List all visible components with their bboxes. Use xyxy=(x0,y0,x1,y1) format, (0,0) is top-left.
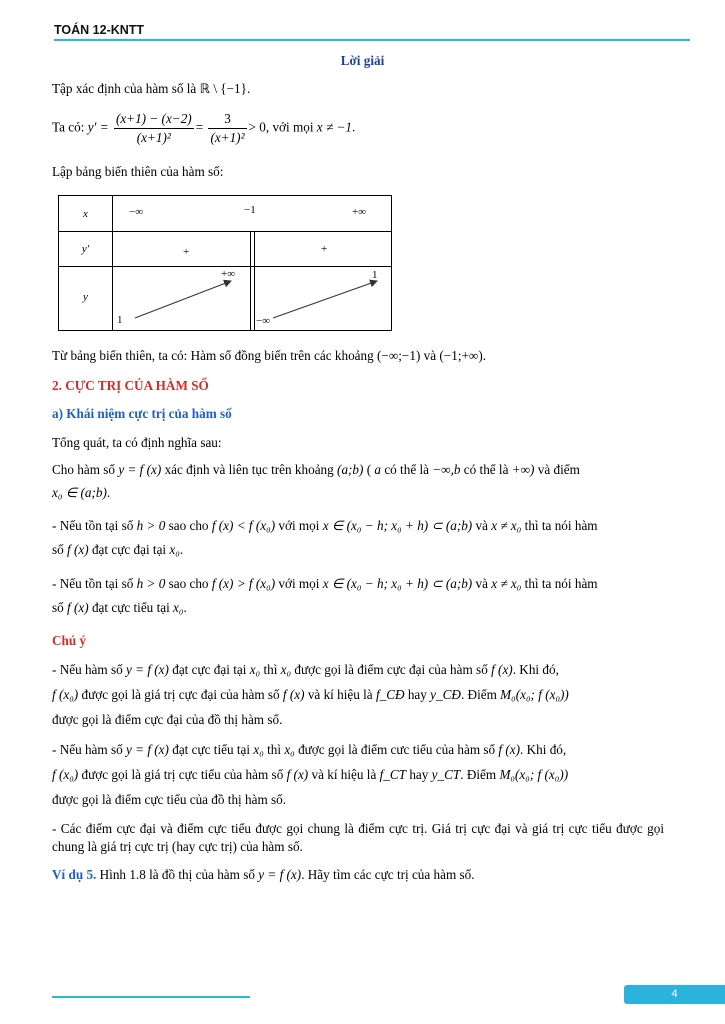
y-left-low: 1 xyxy=(117,314,123,326)
derivative-fraction-2: $\frac{3}{\text{(x+1)²}}$ xyxy=(210,111,245,145)
derivative-line: Ta có: y′ = $\frac{(x+1) - (x-2)}{\text{(x+1)²}}$ = $\frac{3}{\text{(x+1)²}}$ > 0, với mọi x ≠ −1. xyxy=(52,111,356,145)
table-intro: Lập bảng biến thiên của hàm số: xyxy=(52,164,224,179)
derivative-fraction-1: $\frac{(x+1) - (x-2)}{\text{(x+1)²}}$ xyxy=(115,111,192,145)
definition-max: - Nếu tồn tại số h > 0 sao cho f (x) < f (x₀) với mọi x ∈ (x₀ − h; x₀ + h) ⊂ (a;b) và x ≠ x₀ thì ta nói hàm xyxy=(52,518,598,533)
variation-table xyxy=(58,195,392,331)
row-label-y: y xyxy=(83,291,88,303)
domain-line: Tập xác định của hàm số là ℝ \ {−1}. xyxy=(52,81,251,96)
solution-title: Lời giải xyxy=(340,53,385,68)
header-divider xyxy=(54,39,690,41)
footer-divider xyxy=(52,996,250,998)
y-left-high: +∞ xyxy=(221,268,236,280)
conclusion-line: Từ bảng biến thiên, ta có: Hàm số đồng biến trên các khoảng (−∞;−1) và (−1;+∞). xyxy=(52,348,487,363)
increasing-arrow-left xyxy=(135,281,231,318)
domain-set: ℝ \ {−1} xyxy=(199,81,247,96)
note-title: Chú ý xyxy=(52,633,87,648)
increasing-arrow-right xyxy=(273,281,377,318)
sign-left: + xyxy=(183,246,190,258)
header-title: TOÁN 12-KNTT xyxy=(54,23,145,37)
page-number-badge: 4 xyxy=(624,985,725,1004)
definition-intro: Cho hàm số y = f (x) xác định và liên tục trên khoảng (a;b) ( a có thể là −∞,b có thể là +∞) và điểm xyxy=(52,462,580,477)
example-5: Ví dụ 5. Hình 1.8 là đồ thị của hàm số y = f (x). Hãy tìm các cực trị của hàm số. xyxy=(52,867,475,882)
y-right-low: −∞ xyxy=(256,315,271,327)
x-left-value: −∞ xyxy=(129,206,144,218)
variation-arrows xyxy=(59,196,391,330)
section-2-title: 2. CỰC TRỊ CỦA HÀM SỐ xyxy=(52,378,209,393)
note-general: - Các điểm cực đại và điểm cực tiểu được gọi chung là điểm cực trị. Giá trị cực đại và giá trị cực tiểu được gọi chung là giá trị cực trị (hay cực trị) của hàm số. xyxy=(52,821,664,854)
x-mid-value: −1 xyxy=(244,204,256,216)
row-label-x: x xyxy=(83,208,88,220)
y-right-high: 1 xyxy=(372,269,378,281)
note-max: - Nếu hàm số y = f (x) đạt cực đại tại x₀ thì x₀ được gọi là điểm cực đại của hàm số f (x). Khi đó, xyxy=(52,662,559,677)
example-label: Ví dụ 5. xyxy=(52,867,97,882)
note-min: - Nếu hàm số y = f (x) đạt cực tiểu tại x₀ thì x₀ được gọi là điểm cưc tiểu của hàm số f (x). Khi đó, xyxy=(52,742,567,757)
sign-right: + xyxy=(321,243,328,255)
x-right-value: +∞ xyxy=(352,206,367,218)
subsection-a-title: a) Khái niệm cực trị của hàm số xyxy=(52,406,232,421)
row-label-yprime: y′ xyxy=(81,243,90,255)
definition-min: - Nếu tồn tại số h > 0 sao cho f (x) > f (x₀) với mọi x ∈ (x₀ − h; x₀ + h) ⊂ (a;b) và x ≠ x₀ thì ta nói hàm xyxy=(52,576,598,591)
general-intro: Tổng quát, ta có định nghĩa sau: xyxy=(52,435,222,450)
